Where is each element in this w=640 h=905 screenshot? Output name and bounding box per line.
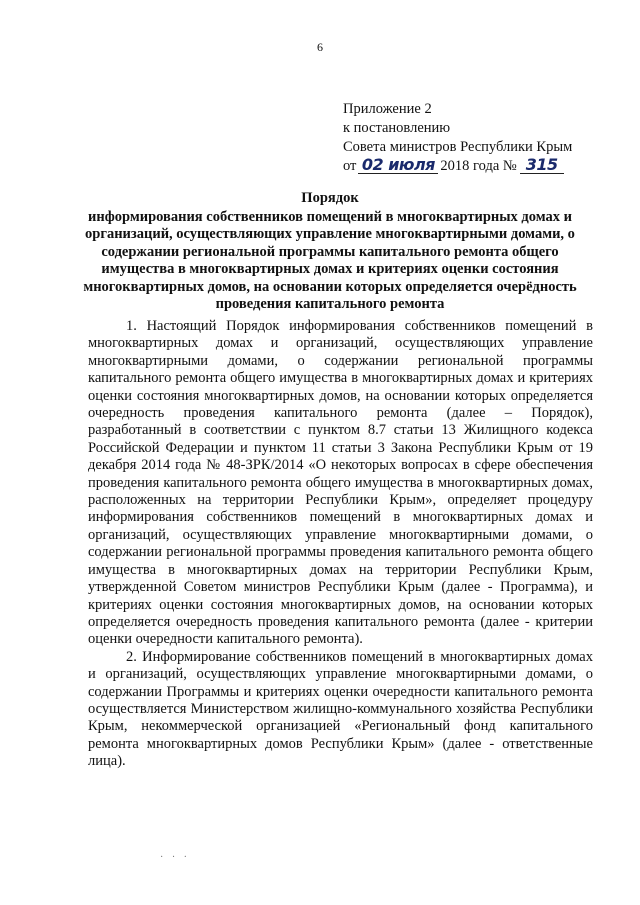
paragraph-2: 2. Информирование собственников помещений в многоквартирных домах и организаций, осуществляющих управление многоквартирными домами, о содержании Программы и критериях оценки очередности капитального ремонта осуществляется Министерством жилищно-коммунального хозяйства Республики Крым, некоммерческой организацией «Региональный фонд капитального ремонта многоквартирных домов Республики Крым» (далее - ответственные лица).: [88, 648, 593, 770]
document-body: [88, 318, 593, 771]
appendix-label: Приложение 2: [343, 101, 432, 117]
appendix-council: Совета министров Республики Крым: [343, 139, 573, 155]
title-heading: Порядок: [301, 190, 359, 206]
handwritten-date: 02 июля: [358, 157, 438, 174]
title-subtitle: информирования собственников помещений в многоквартирных домах и организаций, осуществляющих управление многоквартирными домами, о содержании региональной программы капитального ремонта общего имущества в многоквартирных домах и критериях оценки состояния многоквартирных домов, на основании которых определяется очерёдность проведения капитального ремонта: [83, 208, 577, 312]
appendix-resolution-ref: к постановлению: [343, 120, 451, 136]
document-title: [60, 190, 600, 314]
appendix-header: [343, 100, 572, 176]
paragraph-1: 1. Настоящий Порядок информирования собственников помещений в многоквартирных домах и организаций, осуществляющих управление многоквартирными домами, о содержании региональной программы капитального ремонта общего имущества в многоквартирных домах и критериях оценки состояния многоквартирных домов, на основании которых определяется очередность проведения капитального ремонта (далее – Порядок), разработанный в соответствии с пунктом 8.7 статьи 13 Жилищного кодекса Российской Федерации и пунктом 11 статьи 3 Закона Республики Крым от 19 декабря 2014 года № 48-ЗРК/2014 «О некоторых вопросах в сфере обеспечения проведения капитального ремонта общего имущества в многоквартирных домах, расположенных на территории Республики Крым», определяет процедуру информирования собственников помещений в многоквартирных домах и организаций, осуществляющих управление многоквартирными домами, о содержании региональной программы проведения капитального ремонта общего имущества в многоквартирных домах на территории Республики Крым, утвержденной Советом министров Республики Крым (далее - Программа), и критериях оценки состояния многоквартирных домов, на основании которых определяется очередность проведения капитального ремонта (далее - критерии оценки очередности капитального ремонта).: [88, 318, 593, 648]
date-year-number-label: 2018 года №: [440, 158, 517, 174]
scan-marks: · · ·: [160, 852, 190, 863]
appendix-date-line: [343, 157, 572, 176]
handwritten-number: 315: [520, 157, 564, 174]
date-prefix: от: [343, 158, 357, 174]
page-number: 6: [317, 40, 323, 54]
